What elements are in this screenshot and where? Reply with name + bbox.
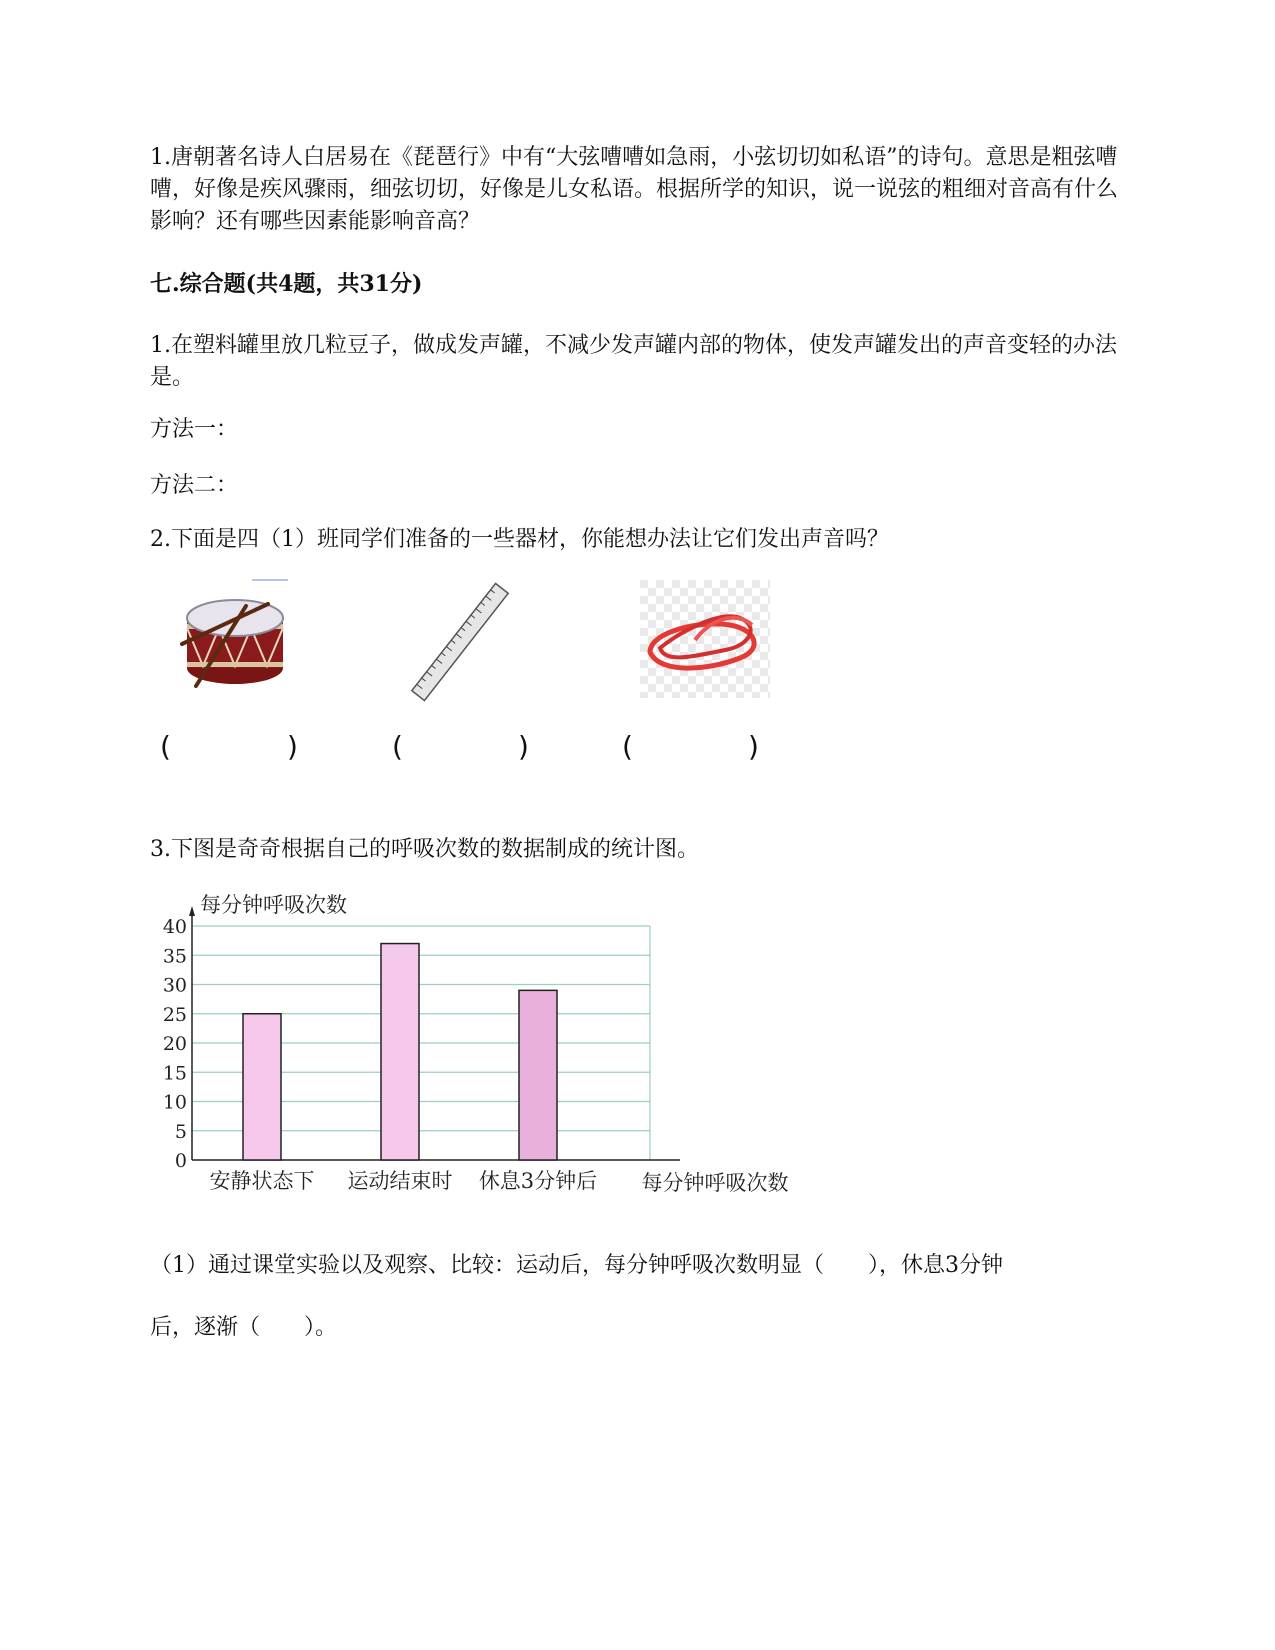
rubber-band-icon <box>640 580 770 698</box>
method-two-label: 方法二： <box>150 473 239 498</box>
bar <box>519 990 557 1160</box>
answer-paren-right: ) <box>518 730 529 763</box>
y-tick-label: 20 <box>162 1033 187 1055</box>
y-tick-label: 25 <box>162 1003 187 1026</box>
answer-paren-right: ) <box>287 730 298 763</box>
x-category-label: 安静状态下 <box>209 1169 315 1193</box>
question-2: 2.下面是四（1）班同学们准备的一些器材，你能想办法让它们发出声音吗？ <box>150 527 889 552</box>
answer-paren-left: ( <box>392 730 403 763</box>
question-3-sub-1-line-1: （1）通过课堂实验以及观察、比较：运动后，每分钟呼吸次数明显（ ），休息3分钟 <box>150 1253 1003 1278</box>
x-category-label: 休息3分钟后 <box>478 1169 598 1193</box>
answer-paren-left: ( <box>622 730 633 763</box>
ruler-icon <box>410 585 510 700</box>
bar <box>381 944 419 1160</box>
question-pitch: 1.唐朝著名诗人白居易在《琵琶行》中有“大弦嘈嘈如急雨，小弦切切如私语”的诗句。意思是粗弦嘈嘈，好像是疾风骤雨，细弦切切，好像是儿女私语。根据所学的知识，说一说弦的粗细对音高有什么影响？还有哪些因素能影响音高？ <box>150 145 1119 234</box>
y-tick-label: 35 <box>162 945 187 968</box>
y-tick-label: 10 <box>162 1091 187 1114</box>
y-tick-label: 30 <box>162 974 187 997</box>
question-3-sub-1-line-2: 后，逐渐（ ）。 <box>150 1315 338 1340</box>
x-category-label: 运动结束时 <box>347 1169 453 1193</box>
answer-paren-right: ) <box>748 730 759 763</box>
y-tick-label: 0 <box>174 1150 187 1172</box>
section-heading: 七.综合题(共4题，共31分) <box>150 271 423 297</box>
y-axis-title: 每分钟呼吸次数 <box>200 893 347 917</box>
y-tick-label: 40 <box>162 916 187 938</box>
bar <box>243 1014 281 1160</box>
breathing-bar-chart <box>150 893 850 1280</box>
y-axis-arrow <box>189 906 195 916</box>
question-3: 3.下图是奇奇根据自己的呼吸次数的数据制成的统计图。 <box>150 837 699 862</box>
drum-icon <box>160 578 300 698</box>
method-one-label: 方法一： <box>150 417 239 442</box>
y-tick-label: 15 <box>162 1062 187 1085</box>
y-tick-label: 5 <box>174 1120 187 1143</box>
answer-paren-left: ( <box>160 730 171 763</box>
x-axis-title: 每分钟呼吸次数 <box>641 1171 789 1195</box>
question-1: 1.在塑料罐里放几粒豆子，做成发声罐，不减少发声罐内部的物体，使发声罐发出的声音变轻的办法是。 <box>150 333 1117 390</box>
